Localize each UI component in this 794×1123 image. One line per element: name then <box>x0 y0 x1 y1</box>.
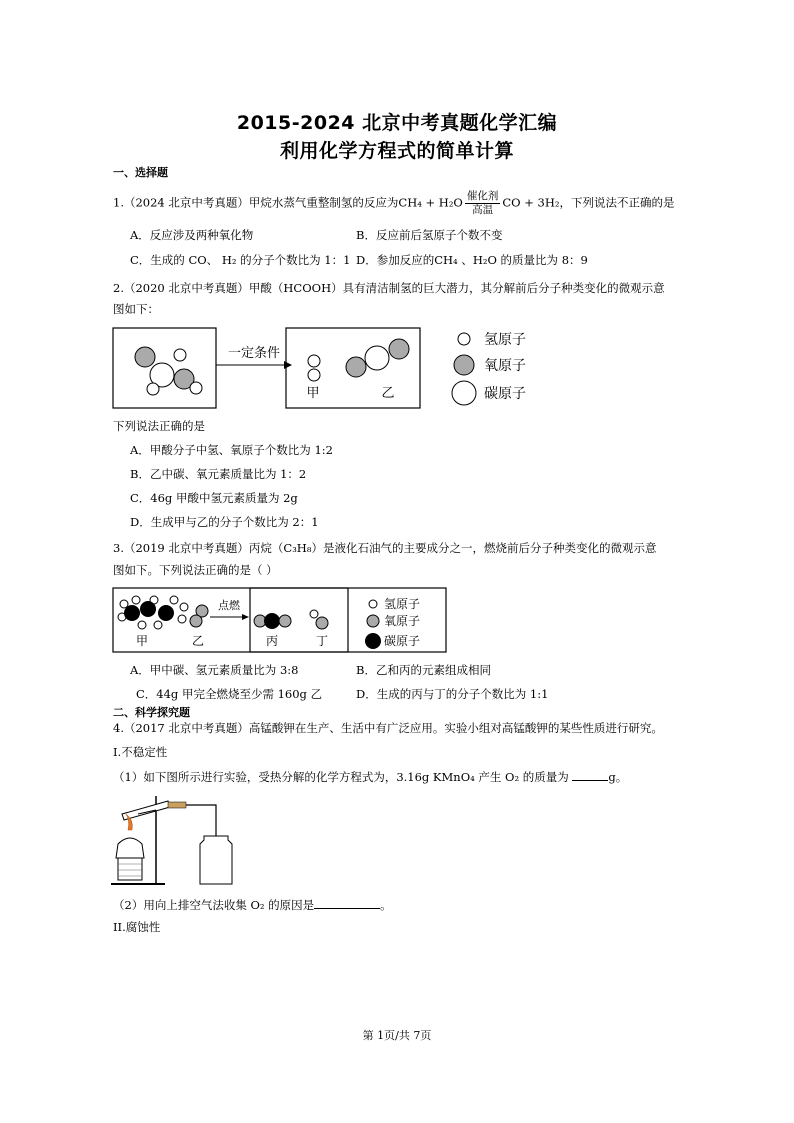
q3-atom <box>180 603 188 611</box>
q3-label-jia: 甲 <box>135 634 149 648</box>
q3-atom <box>190 615 202 627</box>
hydrogen-atom-icon <box>369 600 377 608</box>
hydrogen-atom-icon <box>458 333 470 345</box>
q1-products: CO + 3H₂ <box>502 195 560 210</box>
q3-atom <box>264 613 280 629</box>
q3-stem-line1: 3.（2019 北京中考真题）丙烷（C₃H₈）是液化石油气的主要成分之一，燃烧前后分子种类变化的微观示意 <box>113 541 657 555</box>
q3-option-a: A．甲中碳、氢元素质量比为 3:8 <box>130 663 299 677</box>
q2-arrow-label: 一定条件 <box>227 346 281 361</box>
q3-atom <box>178 615 186 623</box>
q4-part2-heading: II.腐蚀性 <box>113 920 161 934</box>
q3-label-ding: 丁 <box>315 634 329 648</box>
q1-suffix: ，下列说法不正确的是 <box>559 195 675 210</box>
q3-atom <box>170 596 178 604</box>
q2-stem-line1: 2.（2020 北京中考真题）甲酸（HCOOH）具有清洁制氢的巨大潜力，其分解前后分子种类变化的微观示意 <box>113 281 665 295</box>
q1-condition <box>465 190 501 217</box>
oxygen-atom-icon <box>454 355 474 375</box>
q2-diagram <box>112 325 542 411</box>
q4-part1-heading: I.不稳定性 <box>113 745 168 759</box>
lamp-block <box>118 858 142 880</box>
q2-atom <box>135 347 155 367</box>
q3-atom <box>279 615 291 627</box>
stopper <box>168 802 186 808</box>
q1-option-a: A．反应涉及两种氧化物 <box>130 228 254 242</box>
q2-arrow-head <box>284 361 292 369</box>
q3-label-yi: 乙 <box>191 634 205 648</box>
q2-atom <box>147 383 159 395</box>
carbon-atom-icon <box>452 381 476 405</box>
q2-option-a: A．甲酸分子中氢、氧原子个数比为 1:2 <box>130 443 333 457</box>
q3-atom <box>120 600 128 608</box>
q3-atom <box>140 601 156 617</box>
q2-option-b: B．乙中碳、氧元素质量比为 1：2 <box>130 467 307 481</box>
q4-sub2 <box>113 898 392 913</box>
q3-label-bing: 丙 <box>265 634 279 648</box>
q2-legend-hydrogen: 氢原子 <box>484 332 526 348</box>
q3-option-c: C．44g 甲完全燃烧至少需 160g 乙 <box>136 687 323 701</box>
alcohol-lamp <box>116 838 144 858</box>
q3-option-d: D．生成的丙与丁的分子个数比为 1:1 <box>356 687 549 701</box>
gas-collecting-bottle <box>200 836 232 884</box>
q3-legend-oxygen: 氧原子 <box>384 614 421 628</box>
q2-option-c: C．46g 甲酸中氢元素质量为 2g <box>130 491 298 505</box>
q4-sub2-text: （2）用向上排空气法收集 O₂ 的原因是 <box>113 898 315 912</box>
kmno4-heating-apparatus <box>108 792 238 890</box>
q3-legend-hydrogen: 氢原子 <box>384 597 421 611</box>
q2-label-yi: 乙 <box>381 386 395 401</box>
q2-atom <box>308 355 320 367</box>
document-title-line2: 利用化学方程式的简单计算 <box>279 140 514 162</box>
q4-sub1-unit: g。 <box>608 770 628 784</box>
carbon-atom-icon <box>365 633 381 649</box>
q3-atom <box>124 605 140 621</box>
section-heading-choice: 一、选择题 <box>113 166 168 179</box>
q2-lead: 下列说法正确的是 <box>113 419 205 433</box>
q3-atom <box>138 621 146 629</box>
q3-legend-carbon: 碳原子 <box>384 634 421 648</box>
q4-sub1-answer-blank[interactable] <box>572 780 608 781</box>
q4-sub1 <box>113 770 627 785</box>
q1-high-temp: 高温 <box>472 204 494 216</box>
q4-sub2-answer-blank[interactable] <box>314 908 380 909</box>
q2-stem-line2: 图如下： <box>113 302 159 316</box>
q3-option-b: B．乙和丙的元素组成相同 <box>356 663 491 677</box>
q2-atom <box>346 357 366 377</box>
q3-arrow-head <box>242 614 249 620</box>
section-heading-inquiry: 二、科学探究题 <box>113 706 190 719</box>
q4-sub1-text: （1）如下图所示进行实验，受热分解的化学方程式为，3.16g KMnO₄ 产生 O₂ 的质量为 <box>113 770 569 784</box>
q1-catalyst: 催化剂 <box>466 190 499 202</box>
q1-option-c: C．生成的 CO、 H₂ 的分子个数比为 1：1 <box>130 253 351 267</box>
q3-diagram <box>112 587 452 655</box>
q3-atom <box>154 621 162 629</box>
q3-arrow-label: 点燃 <box>218 599 240 612</box>
q4-stem: 4.（2017 北京中考真题）高锰酸钾在生产、生活中有广泛应用。实验小组对高锰酸钾的某些性质进行研究。 <box>113 721 663 735</box>
q2-legend-oxygen: 氧原子 <box>484 358 526 374</box>
document-title-line1: 2015-2024 北京中考真题化学汇编 <box>236 112 558 134</box>
q1-prefix: 1.（2024 北京中考真题）甲烷水蒸气重整制氢的反应为 <box>113 195 399 210</box>
q4-sub2-end: 。 <box>380 898 392 912</box>
q3-atom <box>316 617 328 629</box>
q2-atom <box>389 339 409 359</box>
q1-option-b: B．反应前后氢原子个数不变 <box>356 228 503 242</box>
q3-atom <box>310 610 318 618</box>
oxygen-atom-icon <box>367 615 379 627</box>
q1-stem <box>113 190 675 217</box>
q2-atom <box>308 369 320 381</box>
page-footer: 第 1页/共 7页 <box>362 1029 432 1042</box>
q2-legend-carbon: 碳原子 <box>484 386 526 402</box>
q2-atom <box>365 346 389 370</box>
q2-atom <box>190 382 202 394</box>
q2-option-d: D．生成甲与乙的分子个数比为 2：1 <box>130 515 319 529</box>
q3-atom <box>132 596 140 604</box>
q3-atom <box>158 605 174 621</box>
q3-stem-line2: 图如下。下列说法正确的是（ ） <box>113 563 278 577</box>
q2-atom <box>174 349 186 361</box>
q1-option-d: D．参加反应的CH₄ 、H₂O 的质量比为 8：9 <box>356 253 588 267</box>
q2-label-jia: 甲 <box>306 386 320 401</box>
q1-reactants: CH₄ + H₂O <box>398 195 463 210</box>
